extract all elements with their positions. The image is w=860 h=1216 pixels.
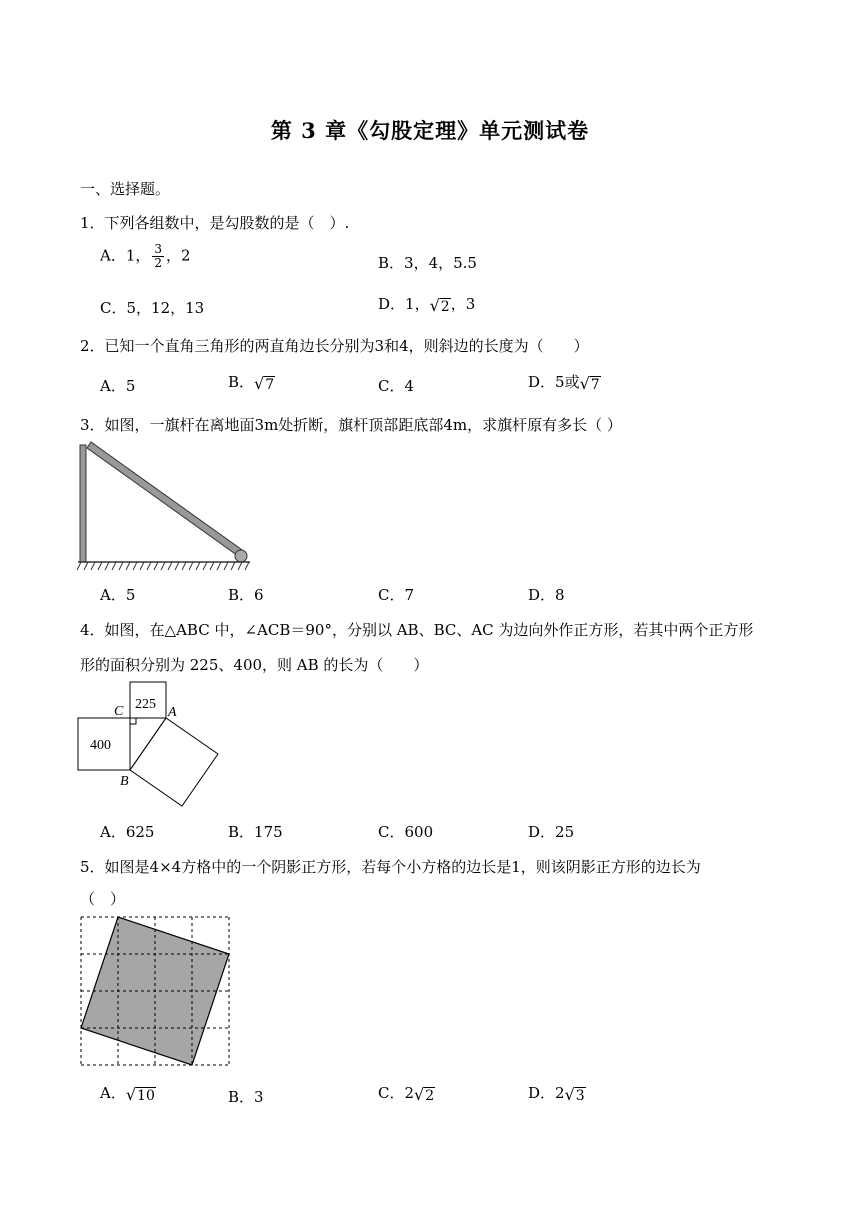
q2-option-b (228, 371, 275, 393)
square-hypotenuse (130, 718, 218, 806)
question-5-stem-line2: （ ） (80, 890, 126, 908)
q4-option-a: A．625 (100, 823, 155, 841)
q1-option-d-suffix: ，3 (450, 295, 476, 313)
question-4-stem-line2: 形的面积分别为 225、400，则 AB 的长为（ ） (80, 656, 429, 674)
q3-option-a: A．5 (100, 586, 136, 604)
q2-option-c: C．4 (378, 377, 415, 395)
question-1-stem: 1．下列各组数中，是勾股数的是（ ）. (80, 214, 350, 232)
q2-option-a: A．5 (100, 377, 136, 395)
pole-stump (80, 445, 86, 562)
radical (565, 1085, 586, 1104)
radicand: 7 (590, 376, 600, 393)
q5-option-a-prefix: A． (100, 1084, 126, 1102)
q5-option-d (528, 1082, 586, 1104)
radical-sign-icon: √ (564, 1084, 575, 1104)
broken-pole-segment (87, 442, 245, 558)
fraction-denominator: 2 (154, 256, 163, 270)
q5-option-b: B．3 (228, 1088, 264, 1106)
question-3-stem: 3．如图，一旗杆在离地面3m处折断，旗杆顶部距底部4m，求旗杆原有多长（ ） (80, 416, 622, 434)
label-225: 225 (135, 697, 156, 712)
q1-option-d-prefix: D．1， (378, 295, 430, 313)
vertex-label-c: C (114, 704, 124, 719)
radicand: 2 (440, 298, 450, 315)
pythagorean-squares-figure (70, 678, 230, 813)
q5-option-d-prefix: D．2 (528, 1084, 565, 1102)
radical (254, 374, 275, 393)
radical-sign-icon: √ (429, 295, 440, 315)
q4-option-b: B．175 (228, 823, 283, 841)
radical (580, 374, 601, 393)
radical-sign-icon: √ (414, 1084, 425, 1104)
right-angle-mark (130, 718, 136, 724)
radicand: 10 (137, 1087, 155, 1104)
label-400: 400 (90, 738, 111, 753)
q4-option-c: C．600 (378, 823, 434, 841)
radical (430, 296, 451, 315)
q3-option-d: D．8 (528, 586, 565, 604)
radical-sign-icon: √ (579, 373, 590, 393)
q2-option-b-prefix: B． (228, 373, 255, 391)
radical (126, 1085, 156, 1104)
shaded-square-grid-figure (78, 913, 234, 1069)
ground-hatching (77, 562, 249, 570)
q5-option-c-prefix: C．2 (378, 1084, 415, 1102)
q5-option-a (100, 1082, 156, 1104)
section-heading: 一、选择题。 (80, 180, 171, 198)
question-4-stem-line1: 4．如图，在△ABC 中，∠ACB＝90°，分别以 AB、BC、AC 为边向外作正方形，若其中两个正方形 (80, 621, 754, 639)
q1-option-a-prefix: A．1， (100, 246, 151, 265)
radicand: 7 (265, 376, 275, 393)
q1-option-a-suffix: ，2 (166, 246, 191, 265)
pole-tip (235, 550, 247, 562)
radicand: 2 (425, 1087, 435, 1104)
broken-flagpole-figure (75, 440, 265, 575)
q3-option-c: C．7 (378, 586, 415, 604)
radicand: 3 (575, 1087, 585, 1104)
q1-option-c: C．5，12，13 (100, 299, 205, 317)
page-title: 第 3 章《勾股定理》单元测试卷 (270, 118, 590, 143)
q1-option-d (378, 293, 475, 315)
fraction-numerator: 3 (154, 242, 163, 256)
q4-option-d: D．25 (528, 823, 575, 841)
question-5-stem-line1: 5．如图是4×4方格中的一个阴影正方形，若每个小方格的边长是1，则该阴影正方形的边长为 (80, 858, 701, 876)
vertex-label-a: A (168, 705, 177, 720)
q5-option-c (378, 1082, 435, 1104)
q2-option-d (528, 371, 601, 393)
radical (414, 1085, 435, 1104)
radical-sign-icon: √ (125, 1084, 137, 1104)
question-2-stem: 2．已知一个直角三角形的两直角边长分别为3和4，则斜边的长度为（ ） (80, 337, 589, 355)
q2-option-d-prefix: D．5或 (528, 373, 580, 391)
q1-option-b: B．3，4，5.5 (378, 254, 477, 272)
q1-option-a (100, 243, 191, 270)
q3-option-b: B．6 (228, 586, 264, 604)
radical-sign-icon: √ (254, 373, 265, 393)
vertex-label-b: B (120, 774, 129, 789)
fraction (152, 243, 164, 270)
